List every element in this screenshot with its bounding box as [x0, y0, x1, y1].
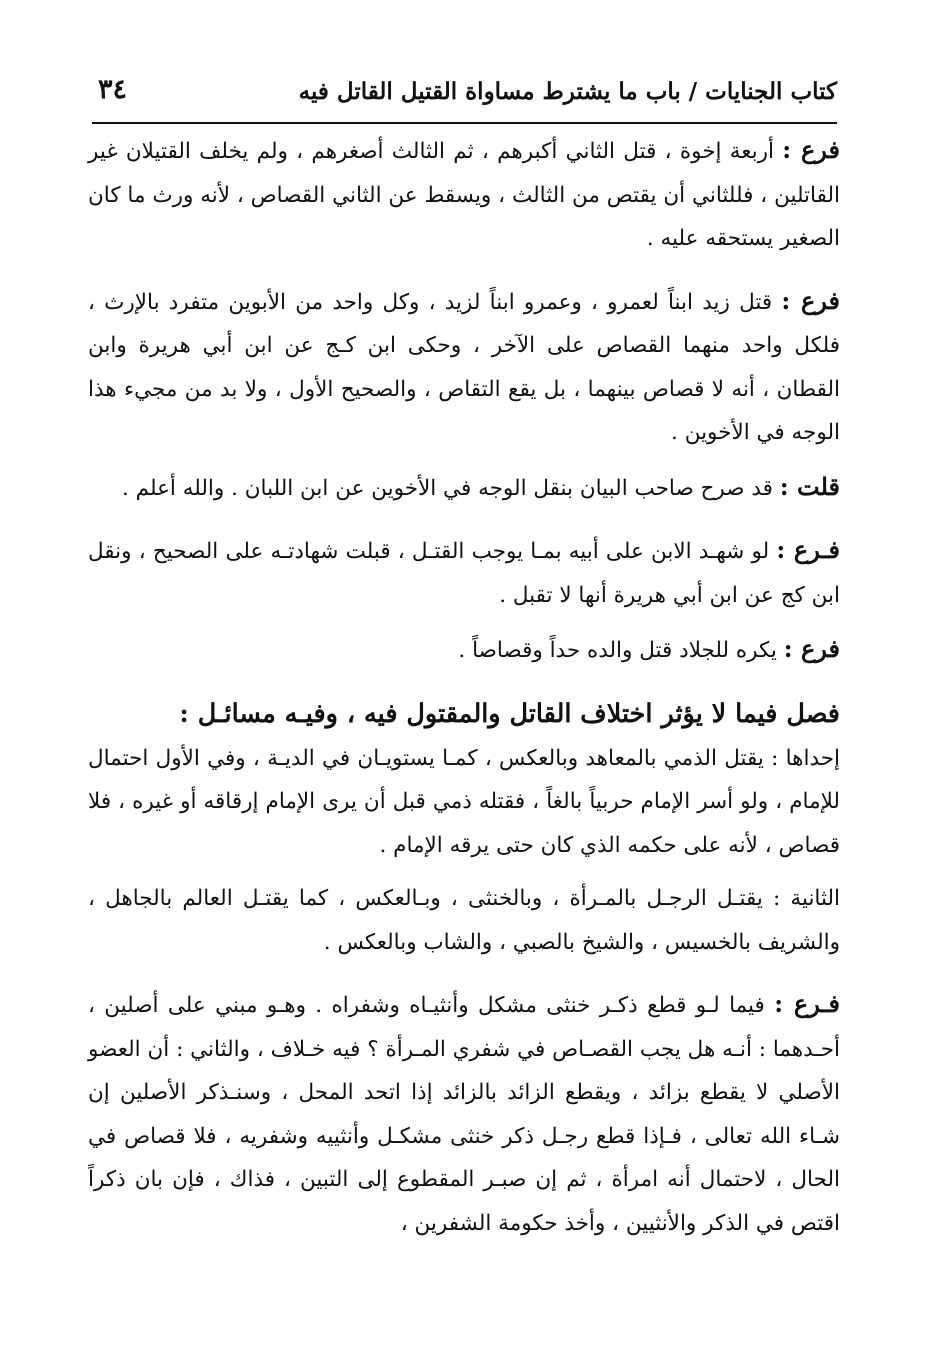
paragraph-text: فيما لـو قطع ذكـر خنثى مشكل وأنثيـاه وشفراه . وهـو مبني على أصلين ، أحـدهما : أنـه هل يجب القصـاص في شفري المـرأة ؟ فيه خـلاف ، والثاني : أن العضو الأصلي لا يقطع بزائد ، ويقطع الزائد بالزائد إذا اتحد المحل ، وسنـذكر الأصلين إن شـاء الله تعالى ، فـإذا قطع رجـل ذكر خنثى مشكـل وأنثييه وشفريه ، فلا قصاص في الحال ، لاحتمال أنه امرأة ، ثم إن صبـر المقطوع إلى التبين ، فذاك ، فإن بان ذكراً اقتص في الذكر والأنثيين ، وأخذ حكومة الشفرين ، [87, 993, 840, 1236]
header-rule [92, 122, 837, 124]
paragraph-far-4 [88, 627, 840, 673]
paragraph-far-1 [88, 128, 840, 261]
paragraph-text: يكره للجلاد قتل والده حداً وقصاصاً . [458, 638, 777, 663]
section-heading: فصل فيما لا يؤثر اختلاف القاتل والمقتول فيه ، وفيـه مسائـل : [179, 698, 840, 729]
paragraph-thaniya [88, 877, 840, 964]
paragraph-text: قد صرح صاحب البيان بنقل الوجه في الأخوين عن ابن اللبان . والله أعلم . [121, 475, 773, 501]
paragraph-far-3 [88, 528, 840, 617]
paragraph-far-5 [88, 982, 840, 1245]
paragraph-qultu [88, 465, 840, 511]
paragraph-lead: فـرع : [774, 989, 840, 1018]
paragraph-text: أربعة إخوة ، قتل الثاني أكبرهم ، ثم الثالث أصغرهم ، ولم يخلف القتيلان غير القاتلين ، فللثاني أن يقتص من الثالث ، ويسقط عن الثاني القصاص ، لأنه ورث ما كان الصغير يستحقه عليه . [88, 139, 840, 251]
paragraph-text: لو شهـد الابن على أبيه بمـا يوجب القتـل ، قبلت شهادتـه على الصحيح ، ونقل ابن كج عن ابن أبي هريرة أنها لا تقبل . [88, 539, 840, 608]
paragraph-far-2 [88, 279, 840, 455]
running-header-title: كتاب الجنايات / باب ما يشترط مساواة القتيل القاتل فيه [298, 78, 837, 105]
paragraph-lead: فـرع : [776, 535, 840, 564]
paragraph-lead: فرع : [781, 285, 840, 315]
page-body [88, 128, 840, 1245]
running-header [92, 68, 837, 120]
paragraph-lead: قلت : [779, 471, 840, 501]
paragraph-text: قتل زيد ابناً لعمرو ، وعمرو ابناً لزيد ، وكل واحد من الأبوين متفرد بالإرث ، فلكل واحد منهما القصاص على الآخر ، وحكى ابن كـج عن ابن أبي هريرة وابن القطان ، أنه لا قصاص بينهما ، بل يقع التقاص ، والصحيح الأول ، ولا بد من مجيء هذا الوجه في الأخوين . [88, 289, 840, 445]
page-number: ٣٤ [98, 74, 128, 105]
paragraph-text: الثانية : يقتـل الرجـل بالمـرأة ، وبالخنثى ، وبـالعكس ، كما يقتـل العالم بالجاهل ، والشريف بالخسيس ، والشيخ بالصبي ، والشاب وبالعكس . [88, 886, 840, 955]
paragraph-lead: فرع : [782, 135, 840, 164]
paragraph-text: إحداها : يقتل الذمي بالمعاهد وبالعكس ، كمـا يستويـان في الديـة ، وفي الأول احتمال للإمام ، ولو أسر الإمام حربياً بالغاً ، فقتله ذمي قبل أن يرى الإمام إرقاقه أو غيره ، فلا قصاص ، لأنه على حكمه الذي كان حتى يرقه الإمام . [88, 745, 840, 858]
paragraph-lead: فرع : [783, 634, 840, 663]
paragraph-ihdaha [88, 737, 840, 868]
